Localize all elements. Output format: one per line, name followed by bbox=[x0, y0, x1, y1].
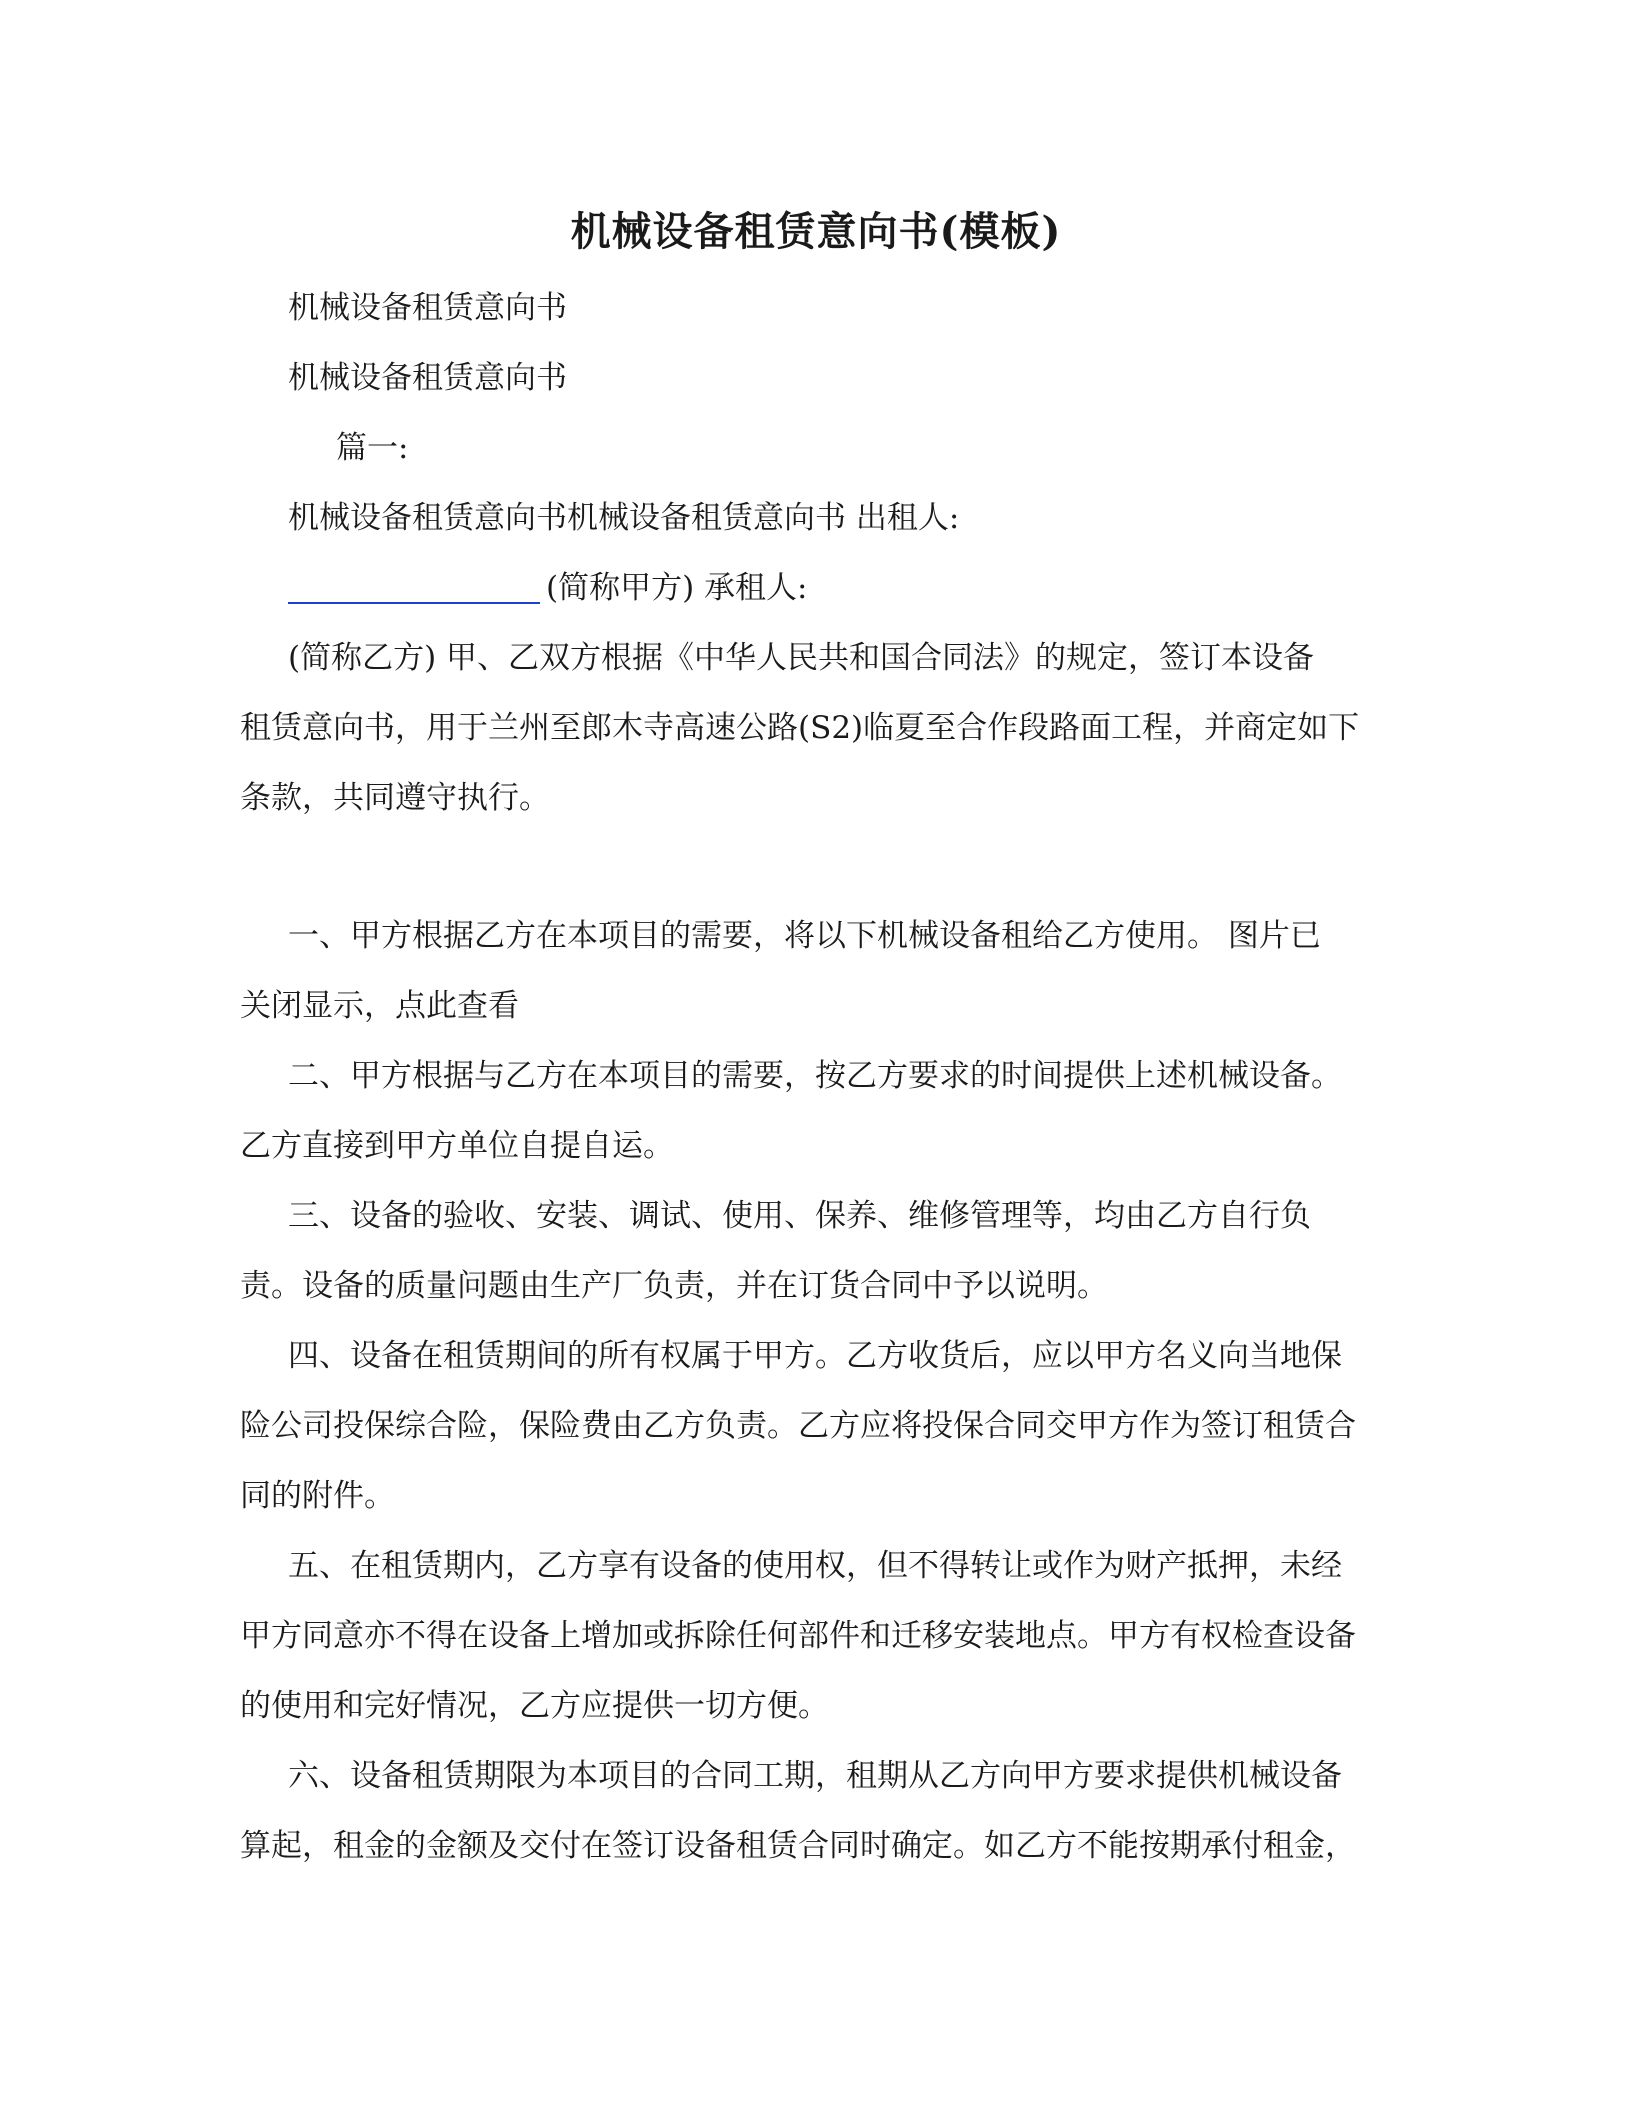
paragraph-line: 租赁意向书，用于兰州至郎木寺高速公路(S2)临夏至合作段路面工程，并商定如下 bbox=[240, 710, 1360, 746]
paragraph-line: (简称乙方) 甲、乙双方根据《中华人民共和国合同法》的规定，签订本设备 bbox=[288, 640, 1315, 676]
paragraph-line: 二、甲方根据与乙方在本项目的需要，按乙方要求的时间提供上述机械设备。 bbox=[288, 1058, 1342, 1094]
paragraph-line-text: (简称甲方) 承租人: bbox=[546, 570, 808, 606]
document-title: 机械设备租赁意向书(模板) bbox=[570, 208, 1062, 255]
paragraph-line: 一、甲方根据乙方在本项目的需要，将以下机械设备租给乙方使用。 图片已 bbox=[288, 918, 1321, 954]
paragraph-line: 六、设备租赁期限为本项目的合同工期，租期从乙方向甲方要求提供机械设备 bbox=[288, 1758, 1342, 1794]
paragraph-line: 机械设备租赁意向书机械设备租赁意向书 出租人: bbox=[288, 500, 960, 536]
paragraph-line: 险公司投保综合险，保险费由乙方负责。乙方应将投保合同交甲方作为签订租赁合 bbox=[240, 1408, 1356, 1444]
paragraph-line-with-blank bbox=[288, 566, 808, 610]
paragraph-line: 同的附件。 bbox=[240, 1478, 395, 1514]
paragraph-line: 关闭显示，点此查看 bbox=[240, 988, 519, 1024]
paragraph-line: 乙方直接到甲方单位自提自运。 bbox=[240, 1128, 674, 1164]
paragraph-line: 三、设备的验收、安装、调试、使用、保养、维修管理等，均由乙方自行负 bbox=[288, 1198, 1311, 1234]
paragraph-line: 的使用和完好情况，乙方应提供一切方便。 bbox=[240, 1688, 829, 1724]
fill-in-blank[interactable] bbox=[288, 570, 540, 604]
paragraph-line: 责。设备的质量问题由生产厂负责，并在订货合同中予以说明。 bbox=[240, 1268, 1108, 1304]
paragraph-line: 甲方同意亦不得在设备上增加或拆除任何部件和迁移安装地点。甲方有权检查设备 bbox=[240, 1618, 1356, 1654]
paragraph-line: 四、设备在租赁期间的所有权属于甲方。乙方收货后，应以甲方名义向当地保 bbox=[288, 1338, 1342, 1374]
paragraph-line: 条款，共同遵守执行。 bbox=[240, 780, 550, 816]
paragraph-line: 机械设备租赁意向书 bbox=[288, 360, 567, 396]
paragraph-line: 机械设备租赁意向书 bbox=[288, 290, 567, 326]
paragraph-line: 五、在租赁期内，乙方享有设备的使用权，但不得转让或作为财产抵押，未经 bbox=[288, 1548, 1342, 1584]
section-label: 篇一: bbox=[336, 430, 409, 466]
paragraph-line: 算起，租金的金额及交付在签订设备租赁合同时确定。如乙方不能按期承付租金， bbox=[240, 1828, 1356, 1864]
